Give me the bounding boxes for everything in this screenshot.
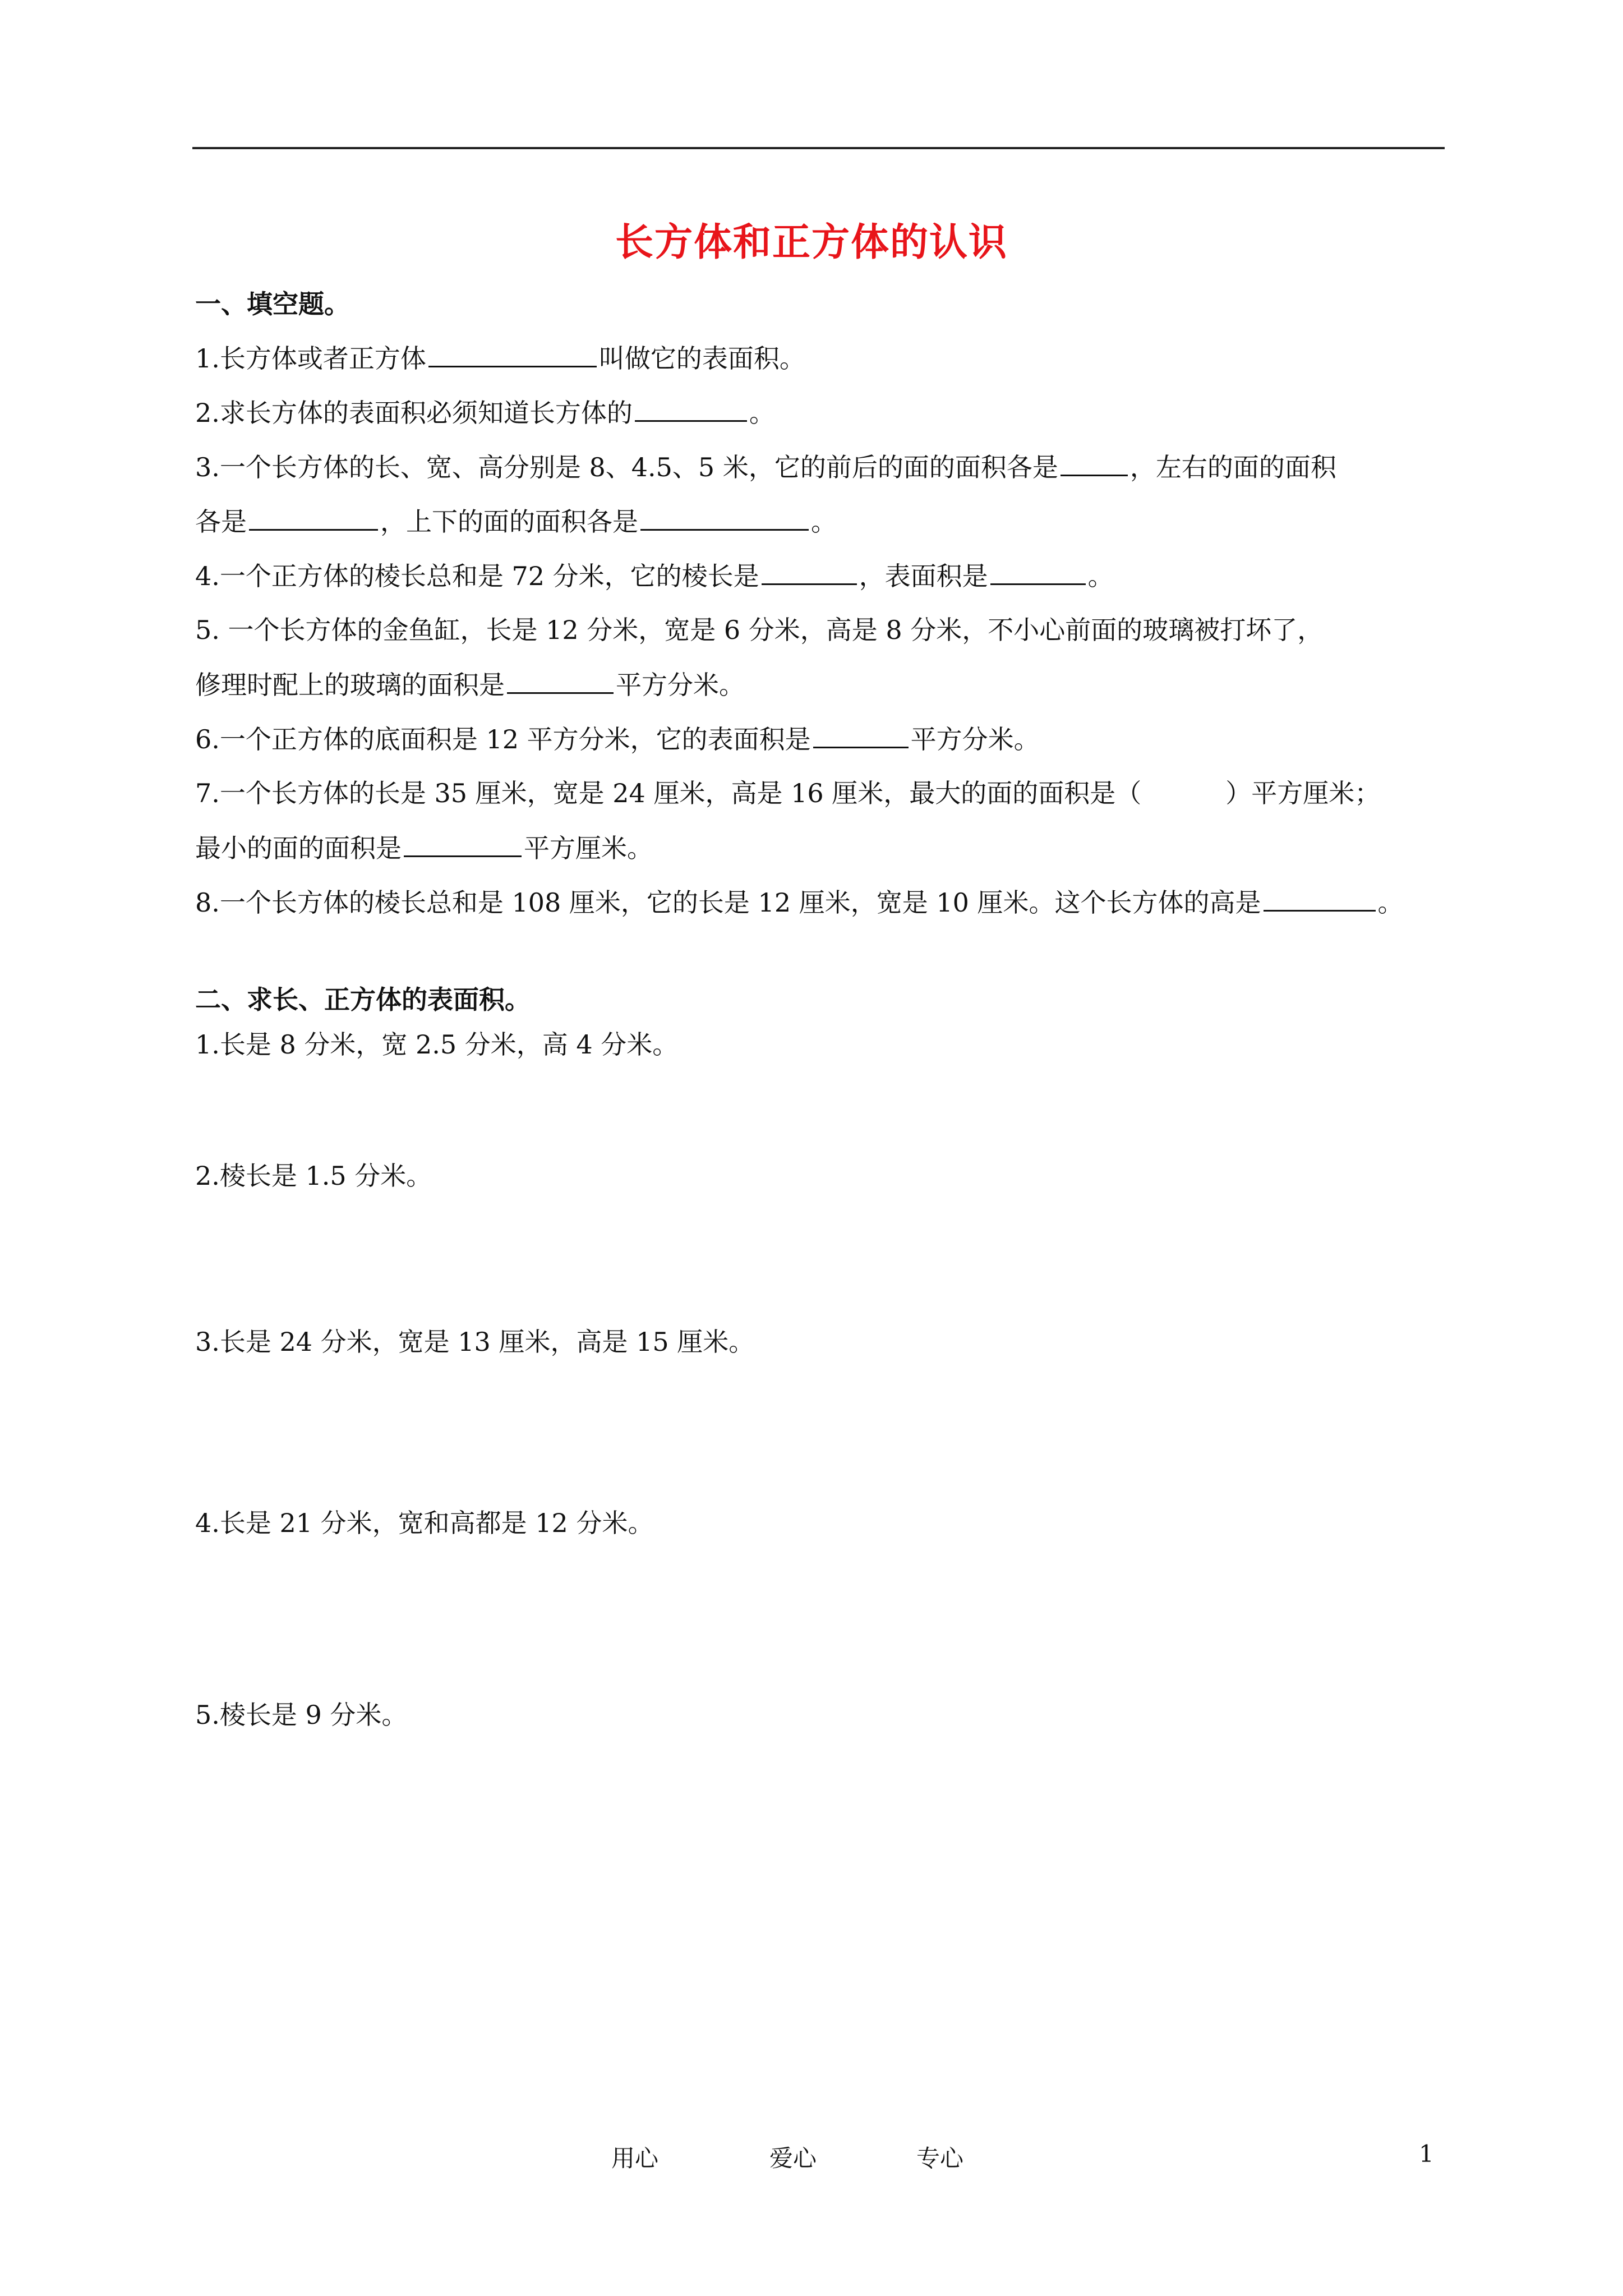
question-1-text: 1.长方体或者正方体 — [195, 343, 426, 374]
question-3-text-mid2: ，上下的面的面积各是 — [380, 507, 638, 537]
question-7-text-mid: ）平方厘米； — [1225, 778, 1381, 808]
question-3-text-mid: ，左右的面的面积 — [1129, 452, 1336, 482]
answer-blank — [249, 504, 378, 531]
footer-word-3: 专心 — [916, 2145, 964, 2172]
answer-blank — [428, 341, 597, 367]
question-4-text-mid: ，表面积是 — [859, 561, 988, 591]
surface-problem-2: 2.棱长是 1.5 分米。 — [195, 1161, 432, 1191]
question-3-text-cont: 各是 — [195, 507, 247, 537]
question-5-text-cont: 修理时配上的玻璃的面积是 — [195, 670, 505, 700]
question-5-text: 5. 一个长方体的金鱼缸，长是 12 分米，宽是 6 分米，高是 8 分米，不小心前面的玻璃被打坏了， — [195, 615, 1324, 645]
answer-blank — [990, 559, 1086, 585]
question-8 — [195, 885, 1404, 919]
question-7-text: 7.一个长方体的长是 35 厘米，宽是 24 厘米，高是 16 厘米，最大的面的面积是（ — [195, 778, 1142, 808]
header-rule — [192, 147, 1445, 149]
footer-word-2: 爱心 — [769, 2145, 817, 2172]
question-3-line-1 — [195, 450, 1336, 484]
answer-blank — [404, 831, 522, 857]
question-4-text-end: 。 — [1087, 561, 1114, 591]
question-6 — [195, 722, 1040, 756]
question-8-text: 8.一个长方体的棱长总和是 108 厘米，它的长是 12 厘米，宽是 10 厘米。这个长方体的高是 — [195, 887, 1261, 918]
question-3-text: 3.一个长方体的长、宽、高分别是 8、4.5、5 米，它的前后的面的面积各是 — [195, 452, 1058, 482]
page-number: 1 — [1419, 2140, 1434, 2168]
question-5-line-1 — [195, 613, 1323, 647]
question-7-text-cont: 最小的面的面积是 — [195, 833, 402, 863]
question-7-line-2 — [195, 831, 653, 865]
question-1-text-end: 叫做它的表面积。 — [598, 343, 805, 374]
surface-problem-1: 1.长是 8 分米，宽 2.5 分米，高 4 分米。 — [195, 1029, 679, 1060]
footer-word-1: 用心 — [611, 2145, 659, 2172]
surface-problem-5: 5.棱长是 9 分米。 — [195, 1700, 408, 1730]
answer-blank — [813, 722, 909, 748]
question-1 — [195, 341, 805, 375]
question-2 — [195, 395, 775, 430]
question-7-text-end: 平方厘米。 — [524, 833, 653, 863]
page-title: 长方体和正方体的认识 — [615, 220, 1008, 265]
question-4-text: 4.一个正方体的棱长总和是 72 分米，它的棱长是 — [195, 561, 759, 591]
answer-blank — [635, 395, 747, 422]
question-8-text-end: 。 — [1377, 887, 1404, 918]
question-6-text: 6.一个正方体的底面积是 12 平方分米，它的表面积是 — [195, 724, 811, 754]
question-3-line-2 — [195, 504, 837, 539]
question-5-line-2 — [195, 668, 745, 702]
question-4 — [195, 559, 1114, 593]
question-6-text-end: 平方分米。 — [910, 724, 1040, 754]
answer-blank — [640, 504, 809, 531]
question-3-text-end: 。 — [811, 507, 837, 537]
answer-blank — [507, 668, 614, 694]
surface-problem-4: 4.长是 21 分米，宽和高都是 12 分米。 — [195, 1508, 654, 1538]
surface-problem-3: 3.长是 24 分米，宽是 13 厘米，高是 15 厘米。 — [195, 1327, 755, 1357]
answer-blank — [1061, 450, 1128, 476]
answer-blank — [1264, 885, 1376, 912]
section-2-heading: 二、求长、正方体的表面积。 — [195, 984, 531, 1015]
question-5-text-end: 平方分米。 — [616, 670, 745, 700]
question-7-line-1 — [195, 776, 1380, 810]
answer-blank — [762, 559, 857, 585]
question-2-text-end: 。 — [749, 398, 775, 428]
question-2-text: 2.求长方体的表面积必须知道长方体的 — [195, 398, 633, 428]
section-1-heading: 一、填空题。 — [195, 289, 350, 319]
